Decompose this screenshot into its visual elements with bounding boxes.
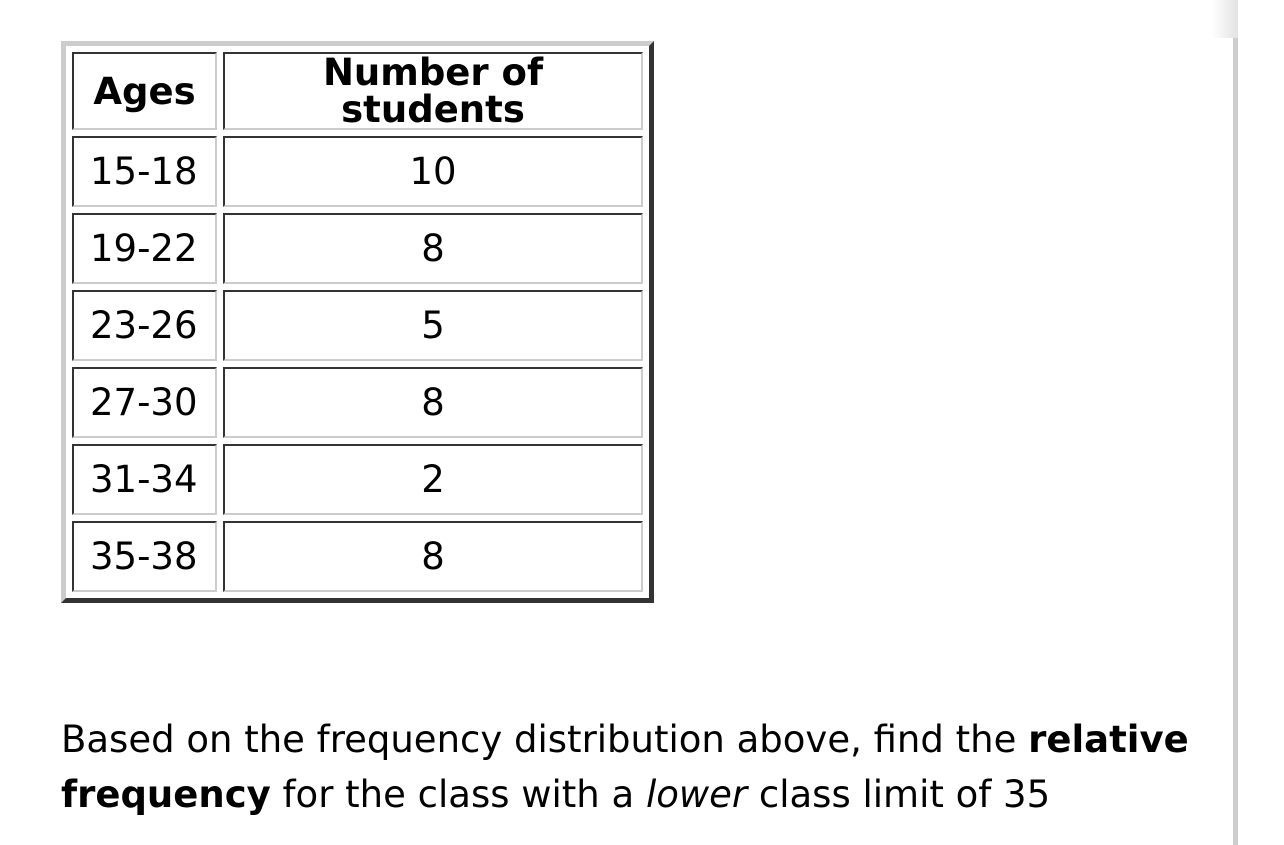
scrollbar-edge [1212,0,1238,38]
scrollbar-track[interactable] [1233,38,1238,845]
age-cell: 23-26 [72,290,217,361]
count-cell: 8 [223,367,643,438]
question-part1: Based on the frequency distribution above, find the [61,718,1029,761]
table-row [72,290,643,361]
header-ages: Ages [72,52,217,130]
table-row [72,521,643,592]
count-cell: 10 [223,136,643,207]
table-row [72,444,643,515]
count-cell: 8 [223,213,643,284]
age-cell: 27-30 [72,367,217,438]
age-cell: 31-34 [72,444,217,515]
count-cell: 2 [223,444,643,515]
table-row [72,213,643,284]
age-cell: 19-22 [72,213,217,284]
header-number-of-students: Number of students [223,52,643,130]
question-text [61,712,1221,822]
table-row [72,367,643,438]
table-header-row [72,52,643,130]
frequency-table [61,41,654,603]
count-cell: 5 [223,290,643,361]
question-part2: for the class with a [270,773,646,816]
question-part3: class limit of 35 [747,773,1051,816]
age-cell: 15-18 [72,136,217,207]
question-emphasis-lower: lower [645,773,748,816]
age-cell: 35-38 [72,521,217,592]
table-row [72,136,643,207]
count-cell: 8 [223,521,643,592]
question-emphasis-relative-frequency: relative frequency [61,718,1189,816]
